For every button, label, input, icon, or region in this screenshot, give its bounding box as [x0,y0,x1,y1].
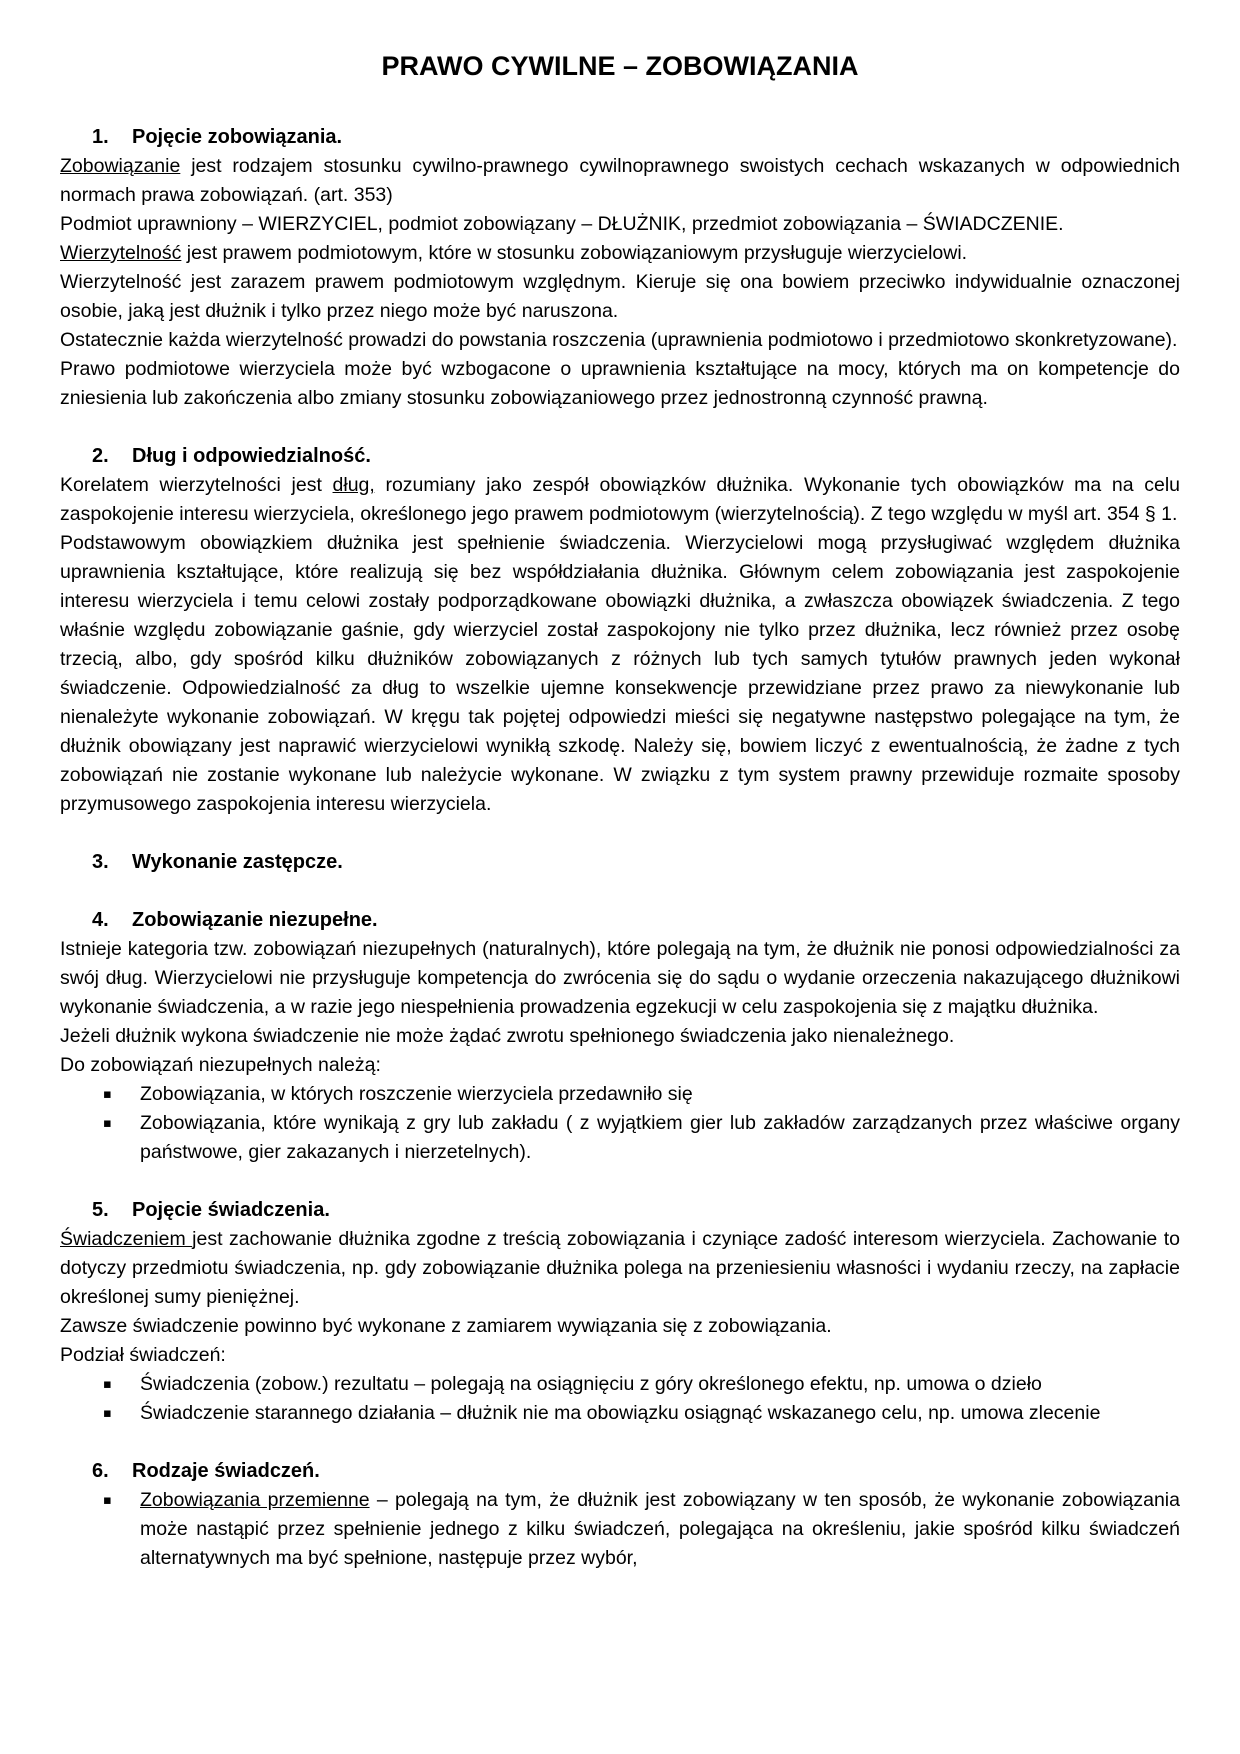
bullet-list [60,1486,1180,1573]
bullet-text: Świadczenia (zobow.) rezultatu – polegają na osiągnięciu z góry określonego efektu, np. umowa o dzieło [140,1373,1042,1395]
section-title: Wykonanie zastępcze. [132,851,343,873]
section-heading [60,1457,1180,1486]
section-6 [60,1457,1180,1573]
paragraph: Ostatecznie każda wierzytelność prowadzi do powstania roszczenia (uprawnienia podmiotowo i przedmiotowo skonkretyzowane). [60,329,1178,351]
section-heading [60,1196,1180,1225]
section-title: Rodzaje świadczeń. [132,1460,320,1482]
underlined-term: Zobowiązania przemienne [140,1489,370,1511]
section-number: 3. [92,851,109,873]
underlined-term: Wierzytelność [60,242,182,264]
bullet-text: Zobowiązania, które wynikają z gry lub zakładu ( z wyjątkiem gier lub zakładów zarządzanych przez właściwe organy państwowe, gier zakazanych i nierzetelnych). [140,1112,1180,1163]
section-heading [60,848,1180,877]
paragraph: Podmiot uprawniony – WIERZYCIEL, podmiot zobowiązany – DŁUŻNIK, przedmiot zobowiązania – ŚWIADCZENIE. [60,213,1064,235]
bullet-square-icon: ▪ [103,1493,112,1508]
paragraph: Zawsze świadczenie powinno być wykonane z zamiarem wywiązania się z zobowiązania. [60,1315,832,1337]
bullet-text: – polegają na tym, że dłużnik jest zobowiązany w ten sposób, że wykonanie zobowiązania może nastąpić przez spełnienie jednego z kilku świadczeń, polegająca na określeniu, jakie spośród kilku świadczeń alternatywnych ma być spełnione, następuje przez wybór, [140,1489,1180,1569]
paragraph-text: jest prawem podmiotowym, które w stosunku zobowiązaniowym przysługuje wierzycielowi. [181,242,968,264]
bullet-list [60,1370,1180,1428]
section-1 [60,123,1180,413]
section-title: Pojęcie zobowiązania. [132,126,343,148]
paragraph [60,471,1180,529]
paragraph-text: rozumiany jako zespół obowiązków dłużnika. Wykonanie tych obowiązków ma na celu zaspokojenie interesu wierzyciela, określonego jego prawem podmiotowym (wierzytelnością). Z tego względu w myśl art. 354 § 1. [60,474,1181,525]
section-heading [60,123,1180,152]
list-item [103,1109,1180,1167]
paragraph [60,239,1180,268]
section-4 [60,906,1180,1167]
paragraph: Podział świadczeń: [60,1344,226,1366]
section-3 [60,848,1180,877]
underlined-term: Świadczeniem [60,1228,193,1250]
section-number: 2. [92,445,109,467]
section-title: Zobowiązanie niezupełne. [132,909,378,931]
page-title: PRAWO CYWILNE – ZOBOWIĄZANIA [381,51,859,81]
bullet-text: Zobowiązania, w których roszczenie wierzyciela przedawniło się [140,1083,693,1105]
section-5 [60,1196,1180,1428]
section-number: 4. [92,909,109,931]
paragraph-text: jest rodzajem stosunku cywilno-prawnego cywilnoprawnego swoistych cechach wskazanych w odpowiednich normach prawa zobowiązań. (art. 353) [60,155,1180,206]
bullet-square-icon: ▪ [103,1377,112,1392]
section-title: Pojęcie świadczenia. [132,1199,330,1221]
section-number: 6. [92,1460,109,1482]
paragraph: Podstawowym obowiązkiem dłużnika jest spełnienie świadczenia. Wierzycielowi mogą przysługiwać względem dłużnika uprawnienia kształtujące, które realizują się bez współdziałania dłużnika. Głównym celem zobowiązania jest zaspokojenie interesu wierzyciela i temu celowi zostały podporządkowane obowiązki dłużnika, a zwłaszcza obowiązek świadczenia. Z tego właśnie względu zobowiązanie gaśnie, gdy wierzyciel został zaspokojony nie tylko przez dłużnika, lecz również przez osobę trzecią, albo, gdy spośród kilku dłużników zobowiązanych z różnych lub tych samych tytułów prawnych jeden wykonał świadczenie. Odpowiedzialność za dług to wszelkie ujemne konsekwencje przewidziane przez prawo za niewykonanie lub nienależyte wykonanie zobowiązań. W kręgu tak pojętej odpowiedzi mieści się negatywne następstwo polegające na tym, że dłużnik obowiązany jest naprawić wierzycielowi wynikłą szkodę. Należy się, bowiem liczyć z ewentualnością, że żadne z tych zobowiązań nie zostanie wykonane lub należycie wykonane. W związku z tym system prawny przewiduje rozmaite sposoby przymusowego zaspokojenia interesu wierzyciela. [60,532,1180,815]
paragraph: Do zobowiązań niezupełnych należą: [60,1054,381,1076]
paragraph: Prawo podmiotowe wierzyciela może być wzbogacone o uprawnienia kształtujące na mocy, których ma on kompetencje do zniesienia lub zakończenia albo zmiany stosunku zobowiązaniowego przez jednostronną czynność prawną. [60,358,1180,409]
bullet-square-icon: ▪ [103,1087,112,1102]
section-heading [60,906,1180,935]
paragraph [60,152,1180,210]
paragraph: Istnieje kategoria tzw. zobowiązań niezupełnych (naturalnych), które polegają na tym, że dłużnik nie ponosi odpowiedzialności za swój dług. Wierzycielowi nie przysługuje kompetencja do zwrócenia się do sądu o wydanie orzeczenia nakazującego dłużnikowi wykonanie świadczenia, a w razie jego niespełnienia prowadzenia egzekucji w celu zaspokojenia się z majątku dłużnika. [60,938,1180,1018]
list-item [103,1370,1180,1399]
underlined-term: dług, [332,474,375,496]
paragraph-text: jest zachowanie dłużnika zgodne z treścią zobowiązania i czyniące zadość interesom wierzyciela. Zachowanie to dotyczy przedmiotu świadczenia, np. gdy zobowiązanie dłużnika polega na przeniesieniu własności i wydaniu rzeczy, na zapłacie określonej sumy pieniężnej. [60,1228,1180,1308]
paragraph: Jeżeli dłużnik wykona świadczenie nie może żądać zwrotu spełnionego świadczenia jako nienależnego. [60,1025,955,1047]
section-number: 5. [92,1199,109,1221]
bullet-square-icon: ▪ [103,1406,112,1421]
section-heading [60,442,1180,471]
section-number: 1. [92,126,109,148]
section-2 [60,442,1180,819]
bullet-list [60,1080,1180,1167]
bullet-text: Świadczenie starannego działania – dłużnik nie ma obowiązku osiągnąć wskazanego celu, np. umowa zlecenie [140,1402,1101,1424]
underlined-term: Zobowiązanie [60,155,181,177]
list-item [103,1486,1180,1573]
paragraph-text: Korelatem wierzytelności jest [60,474,333,496]
section-title: Dług i odpowiedzialność. [132,445,371,467]
list-item [103,1399,1180,1428]
list-item [103,1080,1180,1109]
paragraph: Wierzytelność jest zarazem prawem podmiotowym względnym. Kieruje się ona bowiem przeciwko indywidualnie oznaczonej osobie, jaką jest dłużnik i tylko przez niego może być naruszona. [60,271,1180,322]
paragraph [60,1225,1180,1312]
bullet-square-icon: ▪ [103,1116,112,1131]
